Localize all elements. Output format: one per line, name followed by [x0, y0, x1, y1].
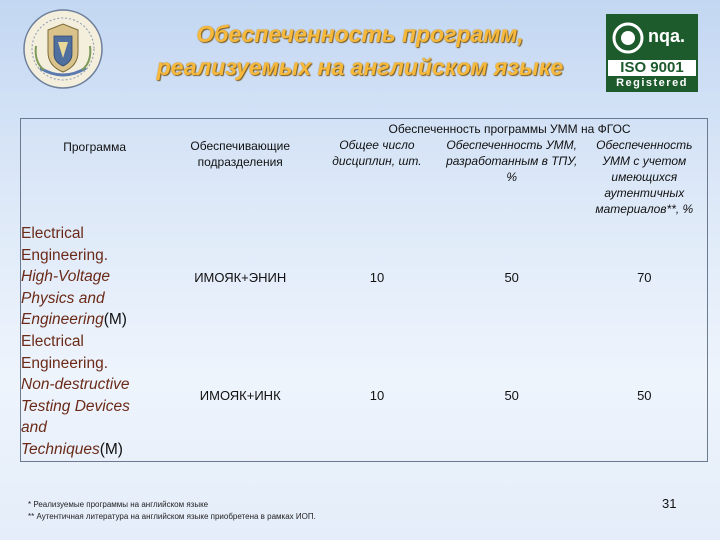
- title-line-2: реализуемых на английском языке: [156, 54, 564, 80]
- title-line-1: Обеспеченность программ,: [196, 21, 524, 47]
- program-name-line: Engineering.: [21, 246, 109, 264]
- iso-standard: ISO 9001: [608, 60, 696, 76]
- authentic-percent-cell: 70: [637, 269, 652, 285]
- header-disciplines: Общее число дисциплин, шт.: [332, 138, 422, 168]
- program-cell: [21, 223, 169, 331]
- university-crest-logo: [22, 8, 104, 90]
- footnote-2-text: Аутентичная литература на английском языке приобретена в рамках ИОП.: [36, 512, 316, 521]
- page-number: 31: [662, 496, 677, 511]
- program-name-line: Physics and: [21, 289, 105, 307]
- table-row: [21, 223, 708, 331]
- program-name-line: Engineering.: [21, 354, 109, 372]
- iso-9001-badge: [606, 14, 698, 92]
- provision-table: [20, 118, 708, 462]
- university-crest-icon: [22, 8, 104, 90]
- program-name-line: Non-destructive: [21, 376, 130, 394]
- umm-percent-cell: 50: [504, 388, 519, 404]
- program-name-line: Electrical: [21, 225, 84, 243]
- departments-cell: ИМОЯК+ЭНИН: [194, 269, 287, 285]
- umm-percent-cell: 50: [504, 269, 519, 285]
- program-name-line: Electrical: [21, 333, 84, 351]
- header-authentic-percent: Обеспеченность УММ с учетом имеющихся аутентичных материалов**, %: [595, 138, 694, 216]
- nqa-brand: nqa.: [648, 26, 686, 46]
- program-level: (M): [99, 440, 123, 458]
- footnote-1: [28, 499, 316, 511]
- program-name-line: Techniques: [21, 440, 100, 458]
- program-name-line: Engineering: [21, 311, 104, 329]
- header-program: Программа: [63, 140, 127, 154]
- program-name-line: Testing Devices: [21, 397, 130, 415]
- slide-title: [110, 18, 610, 84]
- program-name-line: High-Voltage: [21, 268, 111, 286]
- departments-cell: ИМОЯК+ИНК: [199, 388, 281, 404]
- footnote-1-text: Реализуемые программы на английском языке: [33, 500, 209, 509]
- footnote-2: [28, 511, 316, 523]
- table-row: [21, 331, 708, 461]
- header-provision-group: Обеспеченность программы УММ на ФГОС: [388, 122, 631, 136]
- footnotes: [28, 499, 316, 523]
- header-departments: Обеспечивающие подразделения: [190, 139, 291, 169]
- header-umm-percent: Обеспеченность УММ, разработанным в ТПУ, %: [446, 138, 578, 184]
- iso-registered: Registered: [608, 76, 696, 90]
- program-name-line: and: [21, 419, 47, 437]
- disciplines-cell: 10: [369, 269, 385, 285]
- program-cell: [21, 331, 169, 461]
- authentic-percent-cell: 50: [637, 388, 652, 404]
- disciplines-cell: 10: [369, 388, 385, 404]
- footnote-2-mark: **: [28, 512, 35, 521]
- footnote-1-mark: *: [28, 500, 32, 509]
- program-level: (M): [103, 311, 127, 329]
